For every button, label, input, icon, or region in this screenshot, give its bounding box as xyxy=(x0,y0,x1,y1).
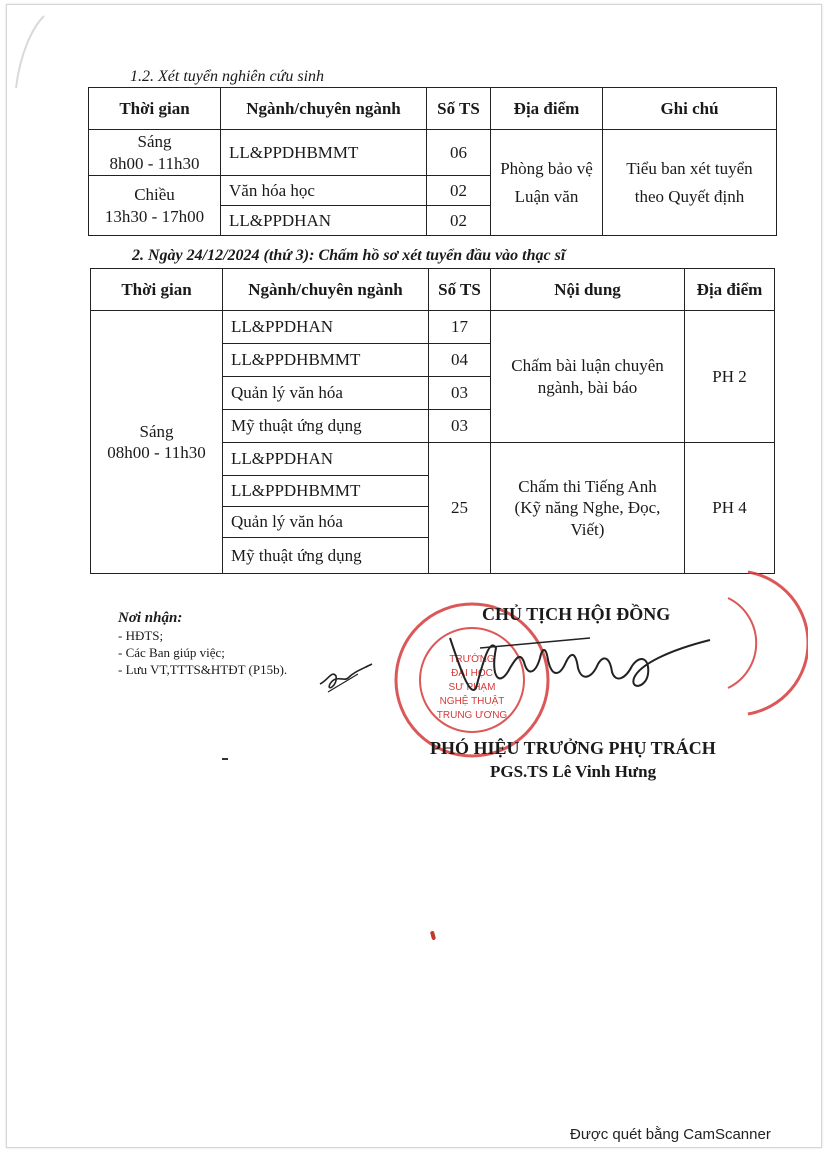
header-count: Số TS xyxy=(429,269,491,311)
count-cell: 06 xyxy=(427,130,491,176)
count-cell: 17 xyxy=(429,311,491,344)
location-cell: PH 2 xyxy=(685,311,775,443)
location-line: Phòng bảo vệ xyxy=(500,159,593,179)
stray-mark xyxy=(222,758,228,760)
content-cell xyxy=(491,443,685,574)
major-cell: LL&PPDHAN xyxy=(223,311,429,344)
content-line: ngành, bài báo xyxy=(537,377,638,397)
major-cell: Văn hóa học xyxy=(221,176,427,206)
header-time: Thời gian xyxy=(91,269,223,311)
scanner-watermark: Được quét bằng CamScanner xyxy=(570,1126,771,1143)
location-line: Luận văn xyxy=(514,186,579,206)
major-cell: LL&PPDHAN xyxy=(223,443,429,476)
time-label: Chiều xyxy=(134,185,175,205)
header-content: Nội dung xyxy=(491,269,685,311)
count-cell: 25 xyxy=(429,443,491,574)
table-header-row xyxy=(91,269,775,311)
content-line: Chấm bài luận chuyên xyxy=(511,356,664,376)
time-range: 8h00 - 11h30 xyxy=(109,153,200,173)
recipients-heading: Nơi nhận: xyxy=(118,610,183,626)
time-cell xyxy=(89,130,221,176)
recipients-block xyxy=(118,610,287,678)
section-title-2: 2. Ngày 24/12/2024 (thứ 3): Chấm hồ sơ xét tuyển đầu vào thạc sĩ xyxy=(132,247,566,264)
header-note: Ghi chú xyxy=(603,88,777,130)
time-range: 13h30 - 17h00 xyxy=(104,206,205,226)
recipient-item: - Các Ban giúp việc; xyxy=(118,645,225,660)
time-label: Sáng xyxy=(139,421,174,441)
time-cell xyxy=(91,311,223,574)
content-line: (Kỹ năng Nghe, Đọc, xyxy=(514,498,661,518)
handwritten-signature xyxy=(420,618,720,718)
header-major: Ngành/chuyên ngành xyxy=(221,88,427,130)
vice-rector-title: PHÓ HIỆU TRƯỞNG PHỤ TRÁCH xyxy=(430,738,716,758)
content-cell xyxy=(491,311,685,443)
official-seal-partial xyxy=(708,568,808,718)
major-cell: LL&PPDHAN xyxy=(221,206,427,236)
count-cell: 02 xyxy=(427,206,491,236)
svg-text:NGHỆ THUẬT: NGHỆ THUẬT xyxy=(439,696,505,707)
chairman-title: CHỦ TỊCH HỘI ĐỒNG xyxy=(482,604,671,624)
note-line: theo Quyết định xyxy=(634,186,745,206)
initials-signature xyxy=(318,662,374,696)
count-cell: 03 xyxy=(429,410,491,443)
major-cell: LL&PPDHBMMT xyxy=(223,476,429,507)
svg-text:SƯ PHẠM: SƯ PHẠM xyxy=(448,682,496,693)
major-cell: LL&PPDHBMMT xyxy=(221,130,427,176)
major-cell: Quản lý văn hóa xyxy=(223,377,429,410)
location-cell: PH 4 xyxy=(685,443,775,574)
recipient-item: - Lưu VT,TTTS&HTĐT (P15b). xyxy=(118,662,288,677)
content-line: Viết) xyxy=(570,519,605,539)
content-line: Chấm thi Tiếng Anh xyxy=(518,477,657,497)
phd-admission-table xyxy=(88,87,777,236)
major-cell: Quản lý văn hóa xyxy=(223,507,429,538)
table-row xyxy=(91,311,775,344)
header-location: Địa điểm xyxy=(491,88,603,130)
location-cell xyxy=(491,130,603,236)
section-title-1-2: 1.2. Xét tuyển nghiên cứu sinh xyxy=(130,68,325,85)
note-line: Tiểu ban xét tuyển xyxy=(626,159,753,179)
header-location: Địa điểm xyxy=(685,269,775,311)
table-row xyxy=(89,130,777,176)
svg-text:ĐẠI HỌC: ĐẠI HỌC xyxy=(451,668,493,679)
masters-admission-table xyxy=(90,268,775,574)
scan-edge-mark xyxy=(14,14,46,90)
count-cell: 04 xyxy=(429,344,491,377)
note-cell xyxy=(603,130,777,236)
signer-name: PGS.TS Lê Vinh Hưng xyxy=(490,762,657,781)
recipient-item: - HĐTS; xyxy=(118,628,164,643)
count-cell: 03 xyxy=(429,377,491,410)
major-cell: Mỹ thuật ứng dụng xyxy=(223,410,429,443)
major-cell: LL&PPDHBMMT xyxy=(223,344,429,377)
time-range: 08h00 - 11h30 xyxy=(107,443,206,462)
header-time: Thời gian xyxy=(89,88,221,130)
header-count: Số TS xyxy=(427,88,491,130)
count-cell: 02 xyxy=(427,176,491,206)
svg-text:TRƯỜNG: TRƯỜNG xyxy=(449,654,495,665)
svg-text:TRUNG ƯƠNG: TRUNG ƯƠNG xyxy=(436,710,508,721)
header-major: Ngành/chuyên ngành xyxy=(223,269,429,311)
time-cell xyxy=(89,176,221,236)
table-header-row xyxy=(89,88,777,130)
major-cell: Mỹ thuật ứng dụng xyxy=(223,538,429,574)
time-label: Sáng xyxy=(137,132,172,152)
